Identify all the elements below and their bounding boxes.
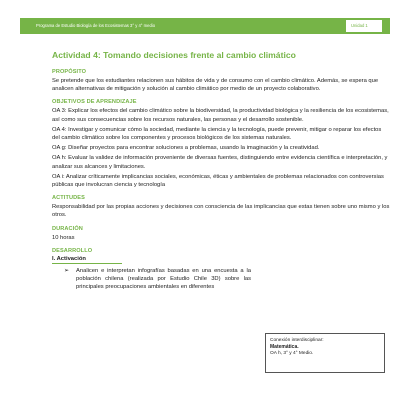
objetivo-item: OA h: Evaluar la validez de información proveniente de diversas fuentes, distinguiendo entre evidencia científica e interpretación, y analizar sus alcances y limitaciones. bbox=[52, 155, 388, 170]
objetivo-item: OA 3: Explicar los efectos del cambio climático sobre la biodiversidad, la productividad biológica y la resiliencia de los ecosistemas, así como sus consecuencias sobre los recursos naturales, las personas y el desarrollo sostenible. bbox=[52, 108, 389, 123]
objetivo-item: OA g: Diseñar proyectos para encontrar soluciones a problemas, usando la imaginación y la creatividad. bbox=[52, 145, 320, 152]
objetivo-item: OA 4: Investigar y comunicar cómo la sociedad, mediante la ciencia y la tecnología, puede prevenir, mitigar o reparar los efectos del cambio climático sobre los componentes y procesos biológicos de los sistemas naturales. bbox=[52, 126, 382, 142]
sidebox-label: Conexión interdisciplinar: bbox=[270, 338, 324, 343]
unit-badge bbox=[346, 20, 382, 32]
list-item bbox=[52, 267, 390, 292]
sidebox-oa: OA h, 3° y 4° Medio. bbox=[270, 351, 314, 356]
duracion-heading: DURACIÓN bbox=[52, 225, 83, 232]
interdisciplinary-box bbox=[265, 333, 385, 373]
program-title: Programa de Estudio Biología de los Ecosistemas 3° y 4° medio bbox=[36, 23, 156, 28]
activation-underline bbox=[52, 263, 122, 264]
activity-title: Actividad 4: Tomando decisiones frente al cambio climático bbox=[52, 50, 296, 60]
duracion-text: 10 horas bbox=[52, 234, 75, 241]
proposito-heading: PROPÓSITO bbox=[52, 69, 87, 75]
sidebox-subject: Matemática. bbox=[270, 344, 299, 350]
objetivos-heading: OBJETIVOS DE APRENDIZAJE bbox=[52, 99, 137, 106]
proposito-text: Se pretende que los estudiantes relacionen sus hábitos de vida y de consumo con el cambio climático. Además, se espera que analicen alternativas de mitigación y solución al cambio climático por medio de un proyecto colaborativo. bbox=[52, 78, 379, 93]
activation-heading: I. Activación bbox=[52, 255, 86, 262]
document-body bbox=[52, 50, 390, 291]
header-bar bbox=[20, 18, 390, 34]
unit-label: Unidad 1 bbox=[351, 23, 368, 28]
objetivo-item: OA i: Analizar críticamente implicancias sociales, económicas, éticas y ambientales de problemas relacionados con controversias públicas que involucran ciencia y tecnología bbox=[52, 173, 384, 189]
actitudes-heading: ACTITUDES bbox=[52, 195, 85, 202]
bullet-text: Analicen e interpretan infografías basadas en una encuesta a la población chilena (realizada por Estudio Chile 3D) sobre las principales preocupaciones ambientales en diferentes bbox=[76, 267, 251, 291]
desarrollo-heading: DESARROLLO bbox=[52, 247, 93, 254]
actitudes-text: Responsabilidad por las propias acciones y decisiones con consciencia de las implicancias que estas tienen sobre uno mismo y los otros. bbox=[52, 204, 390, 219]
arrow-bullet-icon: ➢ bbox=[64, 267, 70, 274]
